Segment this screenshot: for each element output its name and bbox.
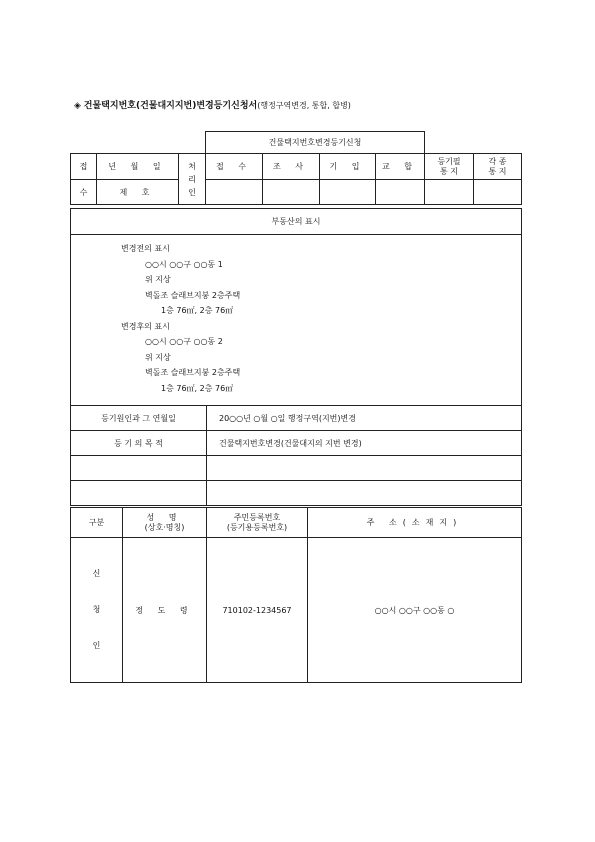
property-line: ○○시 ○○구 ○○동 2 bbox=[145, 337, 223, 346]
stamp-box-completion[interactable] bbox=[425, 180, 474, 205]
property-line: 변경후의 표시 bbox=[121, 321, 170, 331]
col-verify: 교 합 bbox=[376, 154, 425, 180]
property-line: 위 지상 bbox=[145, 275, 171, 284]
form-title bbox=[74, 98, 351, 111]
property-line: 변경전의 표시 bbox=[121, 244, 170, 253]
receipt-jeop: 접 bbox=[71, 154, 97, 180]
stamp-box-entry[interactable] bbox=[320, 180, 376, 205]
col-various-notice: 각 종 통 지 bbox=[474, 154, 522, 180]
property-header: 부동산의 표시 bbox=[71, 209, 522, 235]
blank-field-2[interactable] bbox=[207, 481, 522, 506]
applicant-address[interactable]: ○○시 ○○구 ○○동 ○ bbox=[308, 538, 522, 683]
applicant-name[interactable]: 정 도 령 bbox=[123, 538, 207, 683]
blank-label-2 bbox=[71, 481, 207, 506]
receipt-number-label: 제 호 bbox=[97, 180, 179, 205]
cause-value[interactable]: 20○○년 ○월 ○일 행정구역(지번)변경 bbox=[207, 406, 522, 431]
col-completion-notice: 등기필 통 지 bbox=[425, 154, 474, 180]
blank-field-1[interactable] bbox=[207, 456, 522, 481]
col-name: 성 명 (상호·명칭) bbox=[123, 508, 207, 538]
stamp-box-investigate[interactable] bbox=[263, 180, 320, 205]
stamp-box-receipt[interactable] bbox=[206, 180, 263, 205]
col-receipt: 접 수 bbox=[206, 154, 263, 180]
property-line: 위 지상 bbox=[145, 352, 171, 362]
receipt-table bbox=[70, 131, 522, 205]
blank-label-1 bbox=[71, 456, 207, 481]
property-line: ○○시 ○○구 ○○동 1 bbox=[145, 259, 223, 269]
property-line: 벽돌조 슬래브지붕 2층주택 bbox=[145, 368, 241, 377]
col-address: 주 소(소재지) bbox=[308, 508, 522, 538]
col-kind: 구분 bbox=[71, 508, 123, 538]
receipt-date-label: 년 월 일 bbox=[97, 154, 179, 180]
col-investigate: 조 사 bbox=[263, 154, 320, 180]
purpose-value[interactable]: 건물택지번호변경(건물대지의 지번 변경) bbox=[207, 431, 522, 456]
stamp-box-verify[interactable] bbox=[376, 180, 425, 205]
stamp-box-notice[interactable] bbox=[474, 180, 522, 205]
property-line: 1층 76㎡, 2층 76㎡ bbox=[161, 306, 234, 315]
cause-label: 등기원인과 그 연월일 bbox=[71, 406, 207, 431]
col-entry: 기 입 bbox=[320, 154, 376, 180]
property-description bbox=[71, 235, 522, 406]
diamond-icon: ◈ bbox=[74, 101, 81, 111]
processor-label: 처 리 인 bbox=[179, 154, 206, 205]
receipt-header: 건물택지번호변경등기신청 bbox=[206, 132, 425, 154]
applicant-id[interactable]: 710102-1234567 bbox=[207, 538, 308, 683]
property-line: 1층 76㎡, 2층 76㎡ bbox=[161, 383, 234, 393]
applicant-table bbox=[70, 507, 522, 683]
receipt-su: 수 bbox=[71, 180, 97, 205]
applicant-kind: 신 청 인 bbox=[71, 538, 123, 683]
purpose-label: 등 기 의 목 적 bbox=[71, 431, 207, 456]
col-id: 주민등록번호 (등기용등록번호) bbox=[207, 508, 308, 538]
form-title-sub: (행정구역변경, 통합, 합병) bbox=[257, 101, 351, 110]
property-table bbox=[70, 208, 522, 506]
form-title-main: 건물택지번호(건물대지지번)변경등기신청서 bbox=[83, 101, 258, 111]
property-line: 벽돌조 슬래브지붕 2층주택 bbox=[145, 290, 241, 300]
